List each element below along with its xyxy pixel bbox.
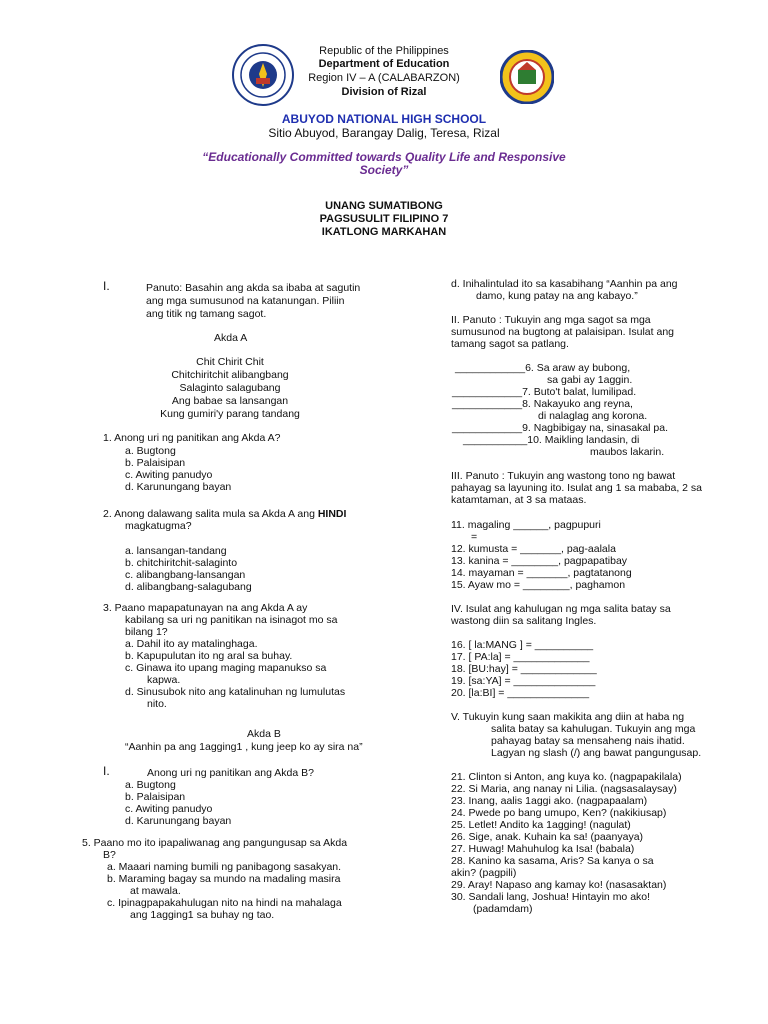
header-division: Division of Rizal xyxy=(341,86,427,98)
stress-item-18[interactable]: 18. [BU:hay] = _____________ xyxy=(451,663,597,675)
q2-option-a[interactable]: a. lansangan-tandang xyxy=(125,545,227,557)
tone-item-14[interactable]: 14. mayaman = _______, pagtatanong xyxy=(451,567,632,579)
slash-item-28[interactable]: 28. Kanino ka sasama, Aris? Sa kanya o sa xyxy=(451,855,654,867)
akda-b-quote: “Aanhin pa ang 1agging1 , kung jeep ko ay sira na” xyxy=(125,741,363,753)
slash-item-24[interactable]: 24. Pwede po bang umupo, Ken? (nakikiusap) xyxy=(451,807,667,819)
question-2-cont: magkatugma? xyxy=(125,520,192,532)
header-republic: Republic of the Philippines xyxy=(319,45,449,57)
q2-option-c[interactable]: c. alibangbang-lansangan xyxy=(125,569,246,581)
slash-item-22[interactable]: 22. Si Maria, ang nanay ni Lilia. (nagsasalaysay) xyxy=(451,783,677,795)
riddle-10-cont: maubos lakarin. xyxy=(590,446,665,458)
poem-line: Ang babae sa lansangan xyxy=(171,395,289,407)
exam-title-2: PAGSUSULIT FILIPINO 7 xyxy=(319,213,449,225)
slash-item-26[interactable]: 26. Sige, anak. Kuhain ka sa! (paanyaya) xyxy=(451,831,644,843)
stress-item-20[interactable]: 20. [la:BI] = ______________ xyxy=(451,687,590,699)
section-5-instruction-2: salita batay sa kahulugan. Tukuyin ang mga xyxy=(491,723,696,735)
section-3-instruction-3: katamtaman, at 3 sa mataas. xyxy=(451,494,587,506)
riddle-10[interactable]: ___________10. Maikling landasin, di xyxy=(463,434,640,446)
section-1-instruction-3: ang titik ng tamang sagot. xyxy=(146,308,267,320)
exam-title-3: IKATLONG MARKAHAN xyxy=(321,226,447,238)
q3-option-b[interactable]: b. Kapupulutan ito ng aral sa buhay. xyxy=(125,650,293,662)
poem-line: Chitchiritchit alibangbang xyxy=(171,369,289,381)
tone-item-13[interactable]: 13. kanina = ________, pagpapatibay xyxy=(451,555,628,567)
question-1: 1. Anong uri ng panitikan ang Akda A? xyxy=(103,432,281,444)
slash-item-28-cont: akin? (pagpili) xyxy=(451,867,517,879)
school-name: ABUYOD NATIONAL HIGH SCHOOL xyxy=(281,112,487,126)
slash-item-25[interactable]: 25. Letlet! Andito ka 1agging! (nagulat) xyxy=(451,819,631,831)
section-4-instruction-2: wastong diin sa salitang Ingles. xyxy=(451,615,597,627)
motto-line-2: Society” xyxy=(359,163,409,177)
stress-item-16[interactable]: 16. [ la:MANG ] = __________ xyxy=(451,639,594,651)
tone-item-11[interactable]: 11. magaling ______, pagpupuri xyxy=(451,519,601,531)
question-5: 5. Paano mo ito ipapaliwanag ang pangungusap sa Akda xyxy=(82,837,348,849)
riddle-7[interactable]: ____________7. Buto't balat, lumilipad. xyxy=(452,386,637,398)
section-2-instruction-2: sumusunod na bugtong at palaisipan. Isulat ang xyxy=(451,326,674,338)
q3-option-c[interactable]: c. Ginawa ito upang maging mapanukso sa xyxy=(125,662,327,674)
poem-line: Salaginto salagubang xyxy=(179,382,281,394)
tone-item-15[interactable]: 15. Ayaw mo = ________, paghamon xyxy=(451,579,626,591)
school-address: Sitio Abuyod, Barangay Dalig, Teresa, Rizal xyxy=(268,126,500,140)
section-4-instruction-1: IV. Isulat ang kahulugan ng mga salita batay sa xyxy=(451,603,671,615)
q3-option-c-cont: kapwa. xyxy=(147,674,181,686)
q2-option-d[interactable]: d. alibangbang-salagubang xyxy=(125,581,252,593)
stress-item-19[interactable]: 19. [sa:YA] = ______________ xyxy=(451,675,596,687)
section-2-instruction-3: tamang sagot sa patlang. xyxy=(451,338,569,350)
slash-item-30[interactable]: 30. Sandali lang, Joshua! Hintayin mo ako! xyxy=(451,891,651,903)
question-5-cont: B? xyxy=(103,849,116,861)
header-region: Region IV – A (CALABARZON) xyxy=(308,72,460,84)
slash-item-23[interactable]: 23. Inang, aalis 1aggi ako. (nagpapaalam) xyxy=(451,795,648,807)
q1-option-a[interactable]: a. Bugtong xyxy=(125,445,176,457)
akda-a-label: Akda A xyxy=(214,332,248,344)
question-3-cont: kabilang sa uri ng panitikan na isinagot mo sa xyxy=(125,614,338,626)
slash-item-27[interactable]: 27. Huwag! Mahuhulog ka Isa! (babala) xyxy=(451,843,635,855)
motto-line-1: “Educationally Committed towards Quality Life and Responsive xyxy=(202,150,566,164)
slash-item-21[interactable]: 21. Clinton si Anton, ang kuya ko. (nagpapakilala) xyxy=(451,771,682,783)
tone-item-12[interactable]: 12. kumusta = _______, pag-aalala xyxy=(451,543,616,555)
riddle-8[interactable]: ____________8. Nakayuko ang reyna, xyxy=(452,398,633,410)
q5-option-b-cont: at mawala. xyxy=(130,885,181,897)
q1-option-d[interactable]: d. Karunungang bayan xyxy=(125,481,232,493)
q5-option-d-cont: damo, kung patay na ang kabayo.” xyxy=(476,290,638,302)
question-4: Anong uri ng panitikan ang Akda B? xyxy=(147,767,314,779)
poem-line: Kung gumiri'y parang tandang xyxy=(160,408,300,420)
riddle-6[interactable]: ____________6. Sa araw ay bubong, xyxy=(455,362,631,374)
slash-item-30-cont: (padamdam) xyxy=(473,903,533,915)
stress-item-17[interactable]: 17. [ PA:la] = _____________ xyxy=(451,651,590,663)
section-5-instruction-3: pahayag batay sa mensaheng nais ihatid. xyxy=(491,735,685,747)
section-2-instruction-1: II. Panuto : Tukuyin ang mga sagot sa mga xyxy=(451,314,651,326)
akda-b-label: Akda B xyxy=(247,728,281,740)
q5-option-a[interactable]: a. Maaari naming bumili ng panibagong sasakyan. xyxy=(107,861,342,873)
q5-option-b[interactable]: b. Maraming bagay sa mundo na madaling masira xyxy=(107,873,341,885)
header-department: Department of Education xyxy=(318,58,450,70)
q1-option-c[interactable]: c. Awiting panudyo xyxy=(125,469,213,481)
q5-option-d[interactable]: d. Inihalintulad ito sa kasabihang “Aanhin pa ang xyxy=(451,278,678,290)
section-3-instruction-2: pahayag sa layuning ito. Isulat ang 1 sa mababa, 2 sa xyxy=(451,482,703,494)
section-3-instruction-1: III. Panuto : Tukuyin ang wastong tono ng bawat xyxy=(451,470,676,482)
q4-option-a[interactable]: a. Bugtong xyxy=(125,779,176,791)
tone-item-11-cont: = xyxy=(471,531,478,543)
q4-option-b[interactable]: b. Palaisipan xyxy=(125,791,186,803)
riddle-6-cont: sa gabi ay 1aggin. xyxy=(547,374,633,386)
q1-option-b[interactable]: b. Palaisipan xyxy=(125,457,186,469)
section-1-number: I. xyxy=(103,279,110,293)
q4-option-c[interactable]: c. Awiting panudyo xyxy=(125,803,213,815)
section-1-instruction-1: Panuto: Basahin ang akda sa ibaba at sagutin xyxy=(146,282,361,294)
q2-option-b[interactable]: b. chitchiritchit-salaginto xyxy=(125,557,238,569)
question-3-cont: bilang 1? xyxy=(125,626,168,638)
q5-option-c-cont: ang 1agging1 sa buhay ng tao. xyxy=(130,909,275,921)
question-4-number: I. xyxy=(103,764,110,778)
riddle-8-cont: di nalaglag ang korona. xyxy=(538,410,648,422)
poem-line: Chit Chirit Chit xyxy=(196,356,264,368)
question-2: 2. Anong dalawang salita mula sa Akda A ang HINDI xyxy=(103,508,347,520)
q4-option-d[interactable]: d. Karunungang bayan xyxy=(125,815,232,827)
q3-option-d[interactable]: d. Sinusubok nito ang katalinuhan ng lumulutas xyxy=(125,686,346,698)
exam-title-1: UNANG SUMATIBONG xyxy=(325,200,443,212)
riddle-9[interactable]: ____________9. Nagbibigay na, sinasakal pa. xyxy=(452,422,669,434)
question-3: 3. Paano mapapatunayan na ang Akda A ay xyxy=(103,602,308,614)
q3-option-a[interactable]: a. Dahil ito ay matalinghaga. xyxy=(125,638,258,650)
section-1-instruction-2: ang mga sumusunod na katanungan. Piliin xyxy=(146,295,345,307)
section-5-instruction-1: V. Tukuyin kung saan makikita ang diin at haba ng xyxy=(451,711,685,723)
q3-option-d-cont: nito. xyxy=(147,698,167,710)
q5-option-c[interactable]: c. Ipinagpapakahulugan nito na hindi na mahalaga xyxy=(107,897,342,909)
section-5-instruction-4: Lagyan ng slash (/) ang bawat pangungusap. xyxy=(491,747,702,759)
slash-item-29[interactable]: 29. Aray! Napaso ang kamay ko! (nasasaktan) xyxy=(451,879,667,891)
